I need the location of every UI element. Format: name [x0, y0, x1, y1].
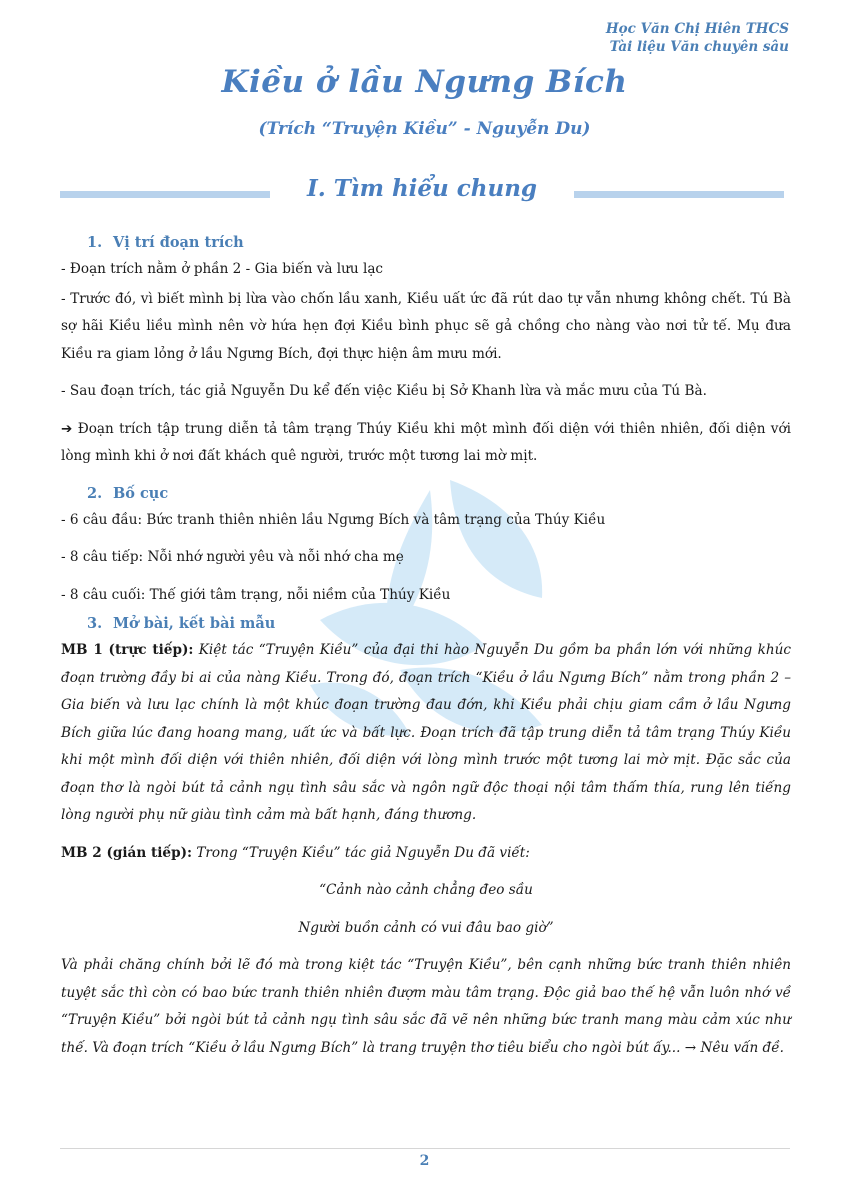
mb1-paragraph — [61, 637, 791, 830]
mb2-label: MB 2 (gián tiếp): — [61, 844, 193, 861]
mb2-continuation — [61, 952, 791, 1062]
header-note — [606, 20, 789, 56]
heading-number: 3. — [87, 615, 103, 632]
paragraph: - 8 câu cuối: Thế giới tâm trạng, nỗi niềm của Thúy Kiều — [61, 586, 451, 603]
verse-line-1: “Cảnh nào cảnh chẳng đeo sầu — [319, 882, 533, 898]
mb1-text: Kiệt tác “Truyện Kiều” của đại thi hào Nguyễn Du gồm ba phần lớn với những khúc đoạn trường đầy bi ai của nàng Kiều. Trong đó, đoạn trích “Kiều ở lầu Ngưng Bích” nằm trong phần 2 – Gia biến và lưu lạc chính là một khúc đoạn trường đau đớn, khi Kiều phải chịu giam cầm ở lầu Ngưng Bích giữa lúc đang hoang mang, uất ức và bất lực. Đoạn trích đã tập trung diễn tả tâm trạng Thúy Kiều khi một mình đối diện với thiên nhiên, đối diện với lòng mình trước một tương lai mờ mịt. Đặc sắc của đoạn thơ là ngòi bút tả cảnh ngụ tình sâu sắc và ngôn ngữ độc thoại nội tâm thấm thía, rung lên tiếng lòng người phụ nữ giàu tình cảm mà bất hạnh, đáng thương. — [61, 642, 791, 823]
paragraph: - Đoạn trích nằm ở phần 2 - Gia biến và lưu lạc — [61, 261, 384, 277]
heading-number: 1. — [87, 234, 103, 251]
footer-divider — [60, 1148, 790, 1149]
page-subtitle: (Trích “Truyện Kiều” - Nguyễn Du) — [258, 119, 591, 139]
paragraph: - Trước đó, vì biết mình bị lừa vào chốn lầu xanh, Kiều uất ức đã rút dao tự vẫn nhưng không chết. Tú Bà sợ hãi Kiều liều mình nên vờ hứa hẹn đợi Kiều bình phục sẽ gả chồng cho nàng vào nơi tử tế. Mụ đưa Kiều ra giam lỏng ở lầu Ngưng Bích, đợi thực hiện âm mưu mới. — [61, 290, 791, 362]
arrow-icon: → — [684, 1039, 697, 1056]
header-line-1: Học Văn Chị Hiên THCS — [605, 21, 789, 37]
mb2-end-text: Nêu vấn đề. — [696, 1039, 784, 1056]
heading-label: Mở bài, kết bài mẫu — [113, 615, 276, 632]
paragraph: - Sau đoạn trích, tác giả Nguyễn Du kể đến việc Kiều bị Sở Khanh lừa và mắc mưu của Tú Bà. — [61, 383, 707, 399]
page-title: Kiều ở lầu Ngưng Bích — [221, 64, 628, 100]
paragraph: - 8 câu tiếp: Nỗi nhớ người yêu và nỗi nhớ cha mẹ — [61, 549, 404, 565]
mb2-paragraph — [61, 840, 791, 868]
heading-label: Bố cục — [113, 484, 169, 502]
mb1-label: MB 1 (trực tiếp): — [61, 642, 194, 658]
main-content — [61, 230, 791, 1072]
summary-text: Đoạn trích tập trung diễn tả tâm trạng Thúy Kiều khi một mình đối diện với thiên nhiên, đối diện với lòng mình khi ở nơi đất khách quê người, trước một tương lai mờ mịt. — [61, 420, 791, 464]
section-header — [60, 175, 784, 211]
heading-vi-tri — [87, 230, 791, 256]
heading-mo-bai — [87, 611, 791, 637]
summary-paragraph — [61, 416, 791, 471]
section-bar-right — [574, 191, 784, 198]
section-title: I. Tìm hiểu chung — [306, 175, 538, 202]
verse-line-2: Người buồn cảnh có vui đâu bao giờ” — [298, 919, 554, 936]
section-bar-left — [60, 191, 270, 198]
paragraph: - 6 câu đầu: Bức tranh thiên nhiên lầu Ngưng Bích và tâm trạng của Thúy Kiều — [61, 511, 606, 528]
mb2-text: Trong “Truyện Kiều” tác giả Nguyễn Du đã viết: — [192, 844, 530, 861]
page-number: 2 — [419, 1153, 430, 1169]
heading-bo-cuc — [87, 481, 791, 507]
arrow-icon: ➔ — [61, 420, 73, 437]
heading-number: 2. — [87, 484, 103, 502]
mb2-cont-text: Và phải chăng chính bởi lẽ đó mà trong kiệt tác “Truyện Kiều”, bên cạnh những bức tranh thiên nhiên tuyệt sắc thì còn có bao bức tranh thiên nhiên đượm màu tâm trạng. Độc giả bao thế hệ vẫn luôn nhớ về “Truyện Kiều” bởi ngòi bút tả cảnh ngụ tình sâu sắc đã vẽ nên những bức tranh mang màu cảm xúc như thế. Và đoạn trích “Kiều ở lầu Ngưng Bích” là trang truyện thơ tiêu biểu cho ngòi bút ấy... — [61, 957, 791, 1056]
heading-label: Vị trí đoạn trích — [113, 234, 244, 251]
header-line-2: Tài liệu Văn chuyên sâu — [609, 39, 789, 55]
